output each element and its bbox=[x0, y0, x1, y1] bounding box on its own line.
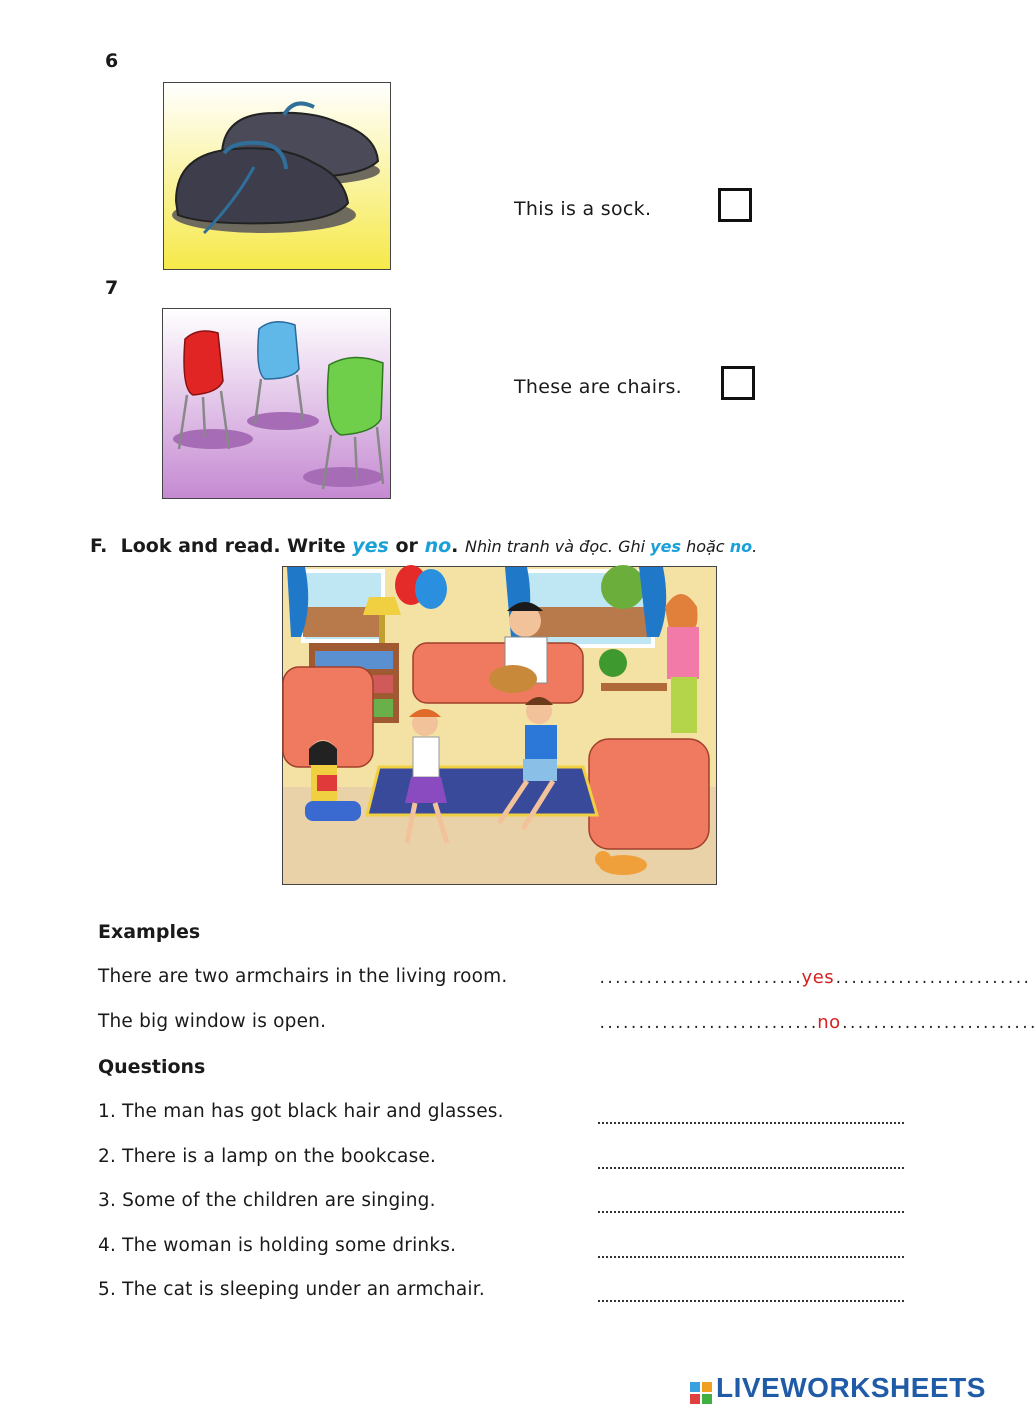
example-2-text: The big window is open. bbox=[98, 1011, 327, 1032]
example-1-dots-left: .......................... bbox=[598, 971, 802, 987]
checkbox-6[interactable] bbox=[718, 188, 752, 222]
vn-text-2: hoặc bbox=[686, 537, 725, 556]
instruction-period: . bbox=[451, 535, 459, 557]
item-number-6: 6 bbox=[105, 50, 119, 72]
shoes-picture bbox=[163, 82, 391, 270]
question-4-answer-field[interactable] bbox=[598, 1234, 904, 1258]
living-room-picture bbox=[282, 566, 717, 885]
vn-period: . bbox=[752, 537, 758, 556]
shoes-illustration bbox=[164, 83, 390, 269]
statement-6: This is a sock. bbox=[514, 198, 652, 220]
logo-text: LIVEWORKSHEETS bbox=[716, 1372, 986, 1403]
question-2-answer-field[interactable] bbox=[598, 1145, 904, 1169]
yes-word: yes bbox=[352, 535, 389, 557]
vn-no: no bbox=[729, 537, 753, 556]
example-1-text: There are two armchairs in the living room. bbox=[98, 966, 508, 987]
instruction-text: Look and read. Write bbox=[120, 535, 346, 557]
item-number-7: 7 bbox=[105, 277, 119, 299]
question-5-answer-field[interactable] bbox=[598, 1278, 904, 1302]
logo-grid-icon bbox=[690, 1382, 712, 1404]
question-1-text: 1. The man has got black hair and glasses. bbox=[98, 1101, 504, 1122]
chairs-illustration bbox=[163, 309, 390, 498]
example-1-answer bbox=[598, 967, 1030, 988]
vietnamese-instruction bbox=[465, 537, 757, 556]
example-2-dots-left: ............................ bbox=[598, 1016, 818, 1032]
section-letter: F. bbox=[90, 535, 108, 557]
section-f-heading bbox=[90, 535, 757, 557]
statement-7: These are chairs. bbox=[514, 376, 682, 398]
example-2-dots-right: ......................... bbox=[840, 1016, 1036, 1032]
example-1-dots-right: ......................... bbox=[834, 971, 1030, 987]
questions-label: Questions bbox=[98, 1056, 206, 1078]
vn-text-1: Nhìn tranh và đọc. Ghi bbox=[465, 537, 646, 556]
question-4-text: 4. The woman is holding some drinks. bbox=[98, 1235, 457, 1256]
question-2-text: 2. There is a lamp on the bookcase. bbox=[98, 1146, 437, 1167]
examples-label: Examples bbox=[98, 921, 201, 943]
liveworksheets-logo bbox=[690, 1372, 986, 1404]
example-2-answer-word: no bbox=[817, 1012, 841, 1033]
question-3-text: 3. Some of the children are singing. bbox=[98, 1190, 436, 1211]
chairs-picture bbox=[162, 308, 391, 499]
question-1-answer-field[interactable] bbox=[598, 1100, 904, 1124]
checkbox-7[interactable] bbox=[721, 366, 755, 400]
example-2-answer bbox=[598, 1012, 1036, 1033]
living-room-illustration bbox=[283, 567, 716, 884]
or-word: or bbox=[395, 535, 418, 557]
vn-yes: yes bbox=[650, 537, 681, 556]
question-3-answer-field[interactable] bbox=[598, 1189, 904, 1213]
no-word: no bbox=[424, 535, 452, 557]
example-1-answer-word: yes bbox=[801, 967, 835, 988]
question-5-text: 5. The cat is sleeping under an armchair. bbox=[98, 1279, 485, 1300]
